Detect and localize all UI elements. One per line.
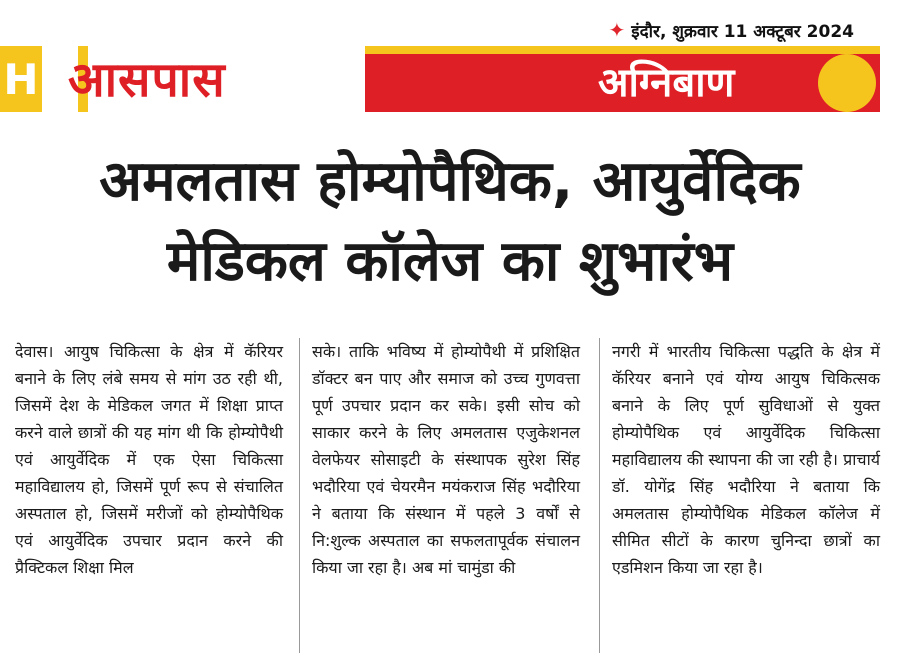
section-title: आसपास — [68, 52, 226, 108]
dateline — [608, 18, 854, 42]
article-column-1: देवास। आयुष चिकित्सा के क्षेत्र में कॅरियर बनाने के लिए लंबे समय से मांग उठ रही थी, जिसमें देश के मेडिकल जगत में शिक्षा प्राप्त करने वाले छात्रों की यह मांग थी कि होम्योपैथी एवं आयुर्वेदिक में एक ऐसा चिकित्सा महाविद्यालय हो, जिसमें पूर्ण रूप से संचालित अस्पताल हो, जिसमें मरीजों को होम्योपैथिक एवं आयुर्वेदिक उपचार प्रदान करने की प्रैक्टिकल शिक्षा मिल — [15, 342, 283, 577]
sun-logo-icon — [818, 54, 876, 112]
headline-line-1: अमलतास होम्योपैथिक, आयुर्वेदिक — [99, 149, 801, 214]
banner-yellow-band — [365, 46, 880, 54]
section-banner — [0, 46, 880, 112]
banner-left-block: H — [0, 46, 42, 112]
article-column-3: नगरी में भारतीय चिकित्सा पद्धति के क्षेत्र में कॅरियर बनाने एवं योग्य आयुष चिकित्सक बनाने के लिए पूर्ण सुविधाओं से युक्त होम्योपैथिक एवं आयुर्वेदिक चिकित्सा महाविद्यालय की स्थापना की जा रही है। प्राचार्य डॉ. योगेंद्र सिंह भदौरिया ने बताया कि अमलतास होम्योपैथिक मेडिकल कॉलेज में सीमित सीटों के कारण चुनिन्दा छात्रों का एडमिशन किया जा रहा है। — [612, 342, 880, 577]
article-column-2: सके। ताकि भविष्य में होम्योपैथी में प्रशिक्षित डॉक्टर बन पाए और समाज को उच्च गुणवत्ता पूर्ण उपचार प्रदान कर सके। इसी सोच को साकार करने के लिए अमलतास एजुकेशनल वेलफेयर सोसाइटी के संस्थापक सुरेश सिंह भदौरिया एवं चेयरमैन मयंकराज सिंह भदौरिया ने बताया कि संस्थान में पहले 3 वर्षों से नि:शुल्क अस्पताल का सफलतापूर्वक संचालन किया जा रहा है। अब मां चामुंडा की — [312, 342, 580, 577]
column-divider — [299, 338, 300, 653]
brand-logo-text: अग्निबाण — [598, 59, 735, 106]
headline — [0, 142, 900, 302]
star-icon: ✦ — [608, 18, 626, 42]
headline-line-2: मेडिकल कॉलेज का शुभारंभ — [166, 229, 734, 294]
article-body — [15, 338, 885, 653]
column-divider — [599, 338, 600, 653]
dateline-text: इंदौर, शुक्रवार 11 अक्टूबर 2024 — [631, 21, 854, 42]
